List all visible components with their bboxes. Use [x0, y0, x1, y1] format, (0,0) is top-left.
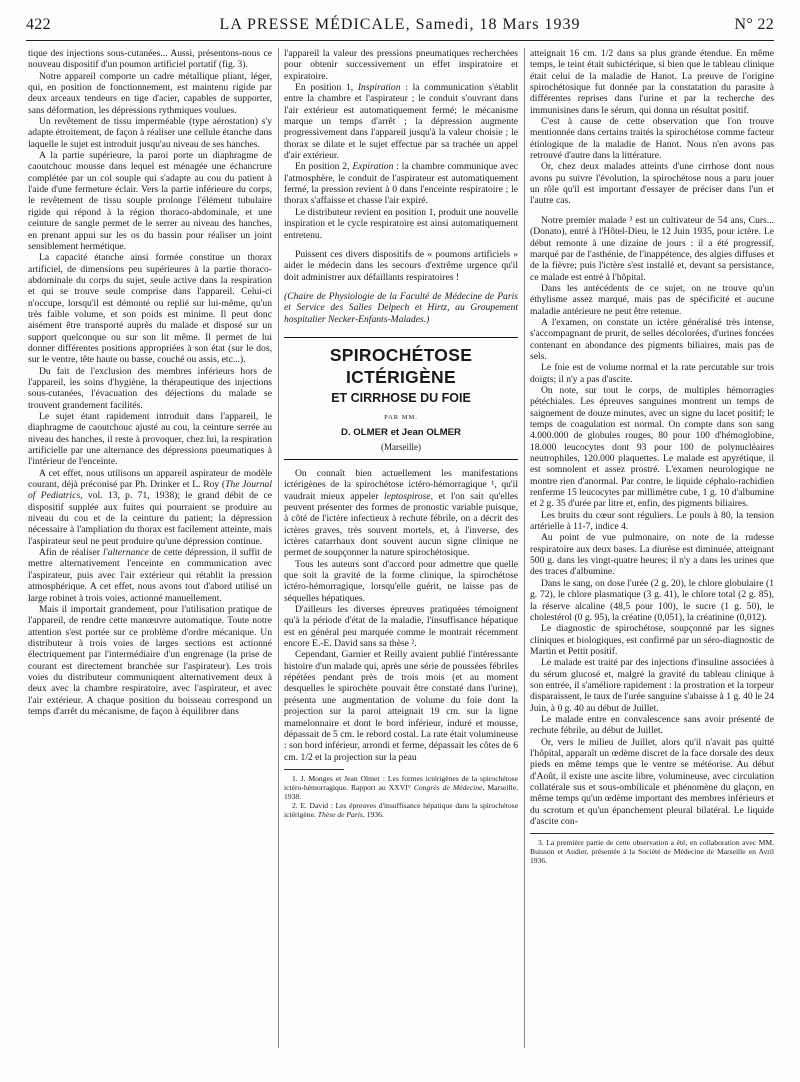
page-header [26, 14, 774, 40]
paragraph: Tous les auteurs sont d'accord pour admettre que quelle que soit la gravité de la forme clinique, la spirochétose ictéro-hémorragique, lorsqu'elle guérit, ne laisse pas de séquelles hépatiques. [284, 558, 518, 604]
text-run: En position 1, [295, 82, 358, 94]
paragraph: Au point de vue pulmonaire, on note de la rudesse respiratoire aux deux bases. La diurèse est diminuée, atteignant 500 g. dans les vingt-quatre heures; il n'y a dans les urines que des traces d'albumine. [530, 532, 774, 578]
issue-number: N° 22 [734, 16, 774, 33]
header-rule [26, 40, 774, 41]
paragraph: A l'examen, on constate un ictère généralisé très intense, s'accompagnant de prurit, de selles décolorées, d'urines foncées contenant en abondance des pigments biliaires, mais pas de sels. [530, 316, 774, 362]
paragraph: atteignait 16 cm. 1/2 dans sa plus grande étendue. En même temps, le teint était subictérique, si bien que le tableau clinique était celui de la maladie de Hanot. La preuve de l'origine spirochétosique fut donnée par la constatation du parasite à différentes reprises dans l'urine et par la recherche des immunisines dans le sérum, qui donna un résultat positif. [530, 48, 774, 116]
text-run: , 1936. [362, 809, 384, 819]
author-city: (Marseille) [381, 441, 421, 452]
paragraph: Notre appareil comporte un cadre métallique pliant, léger, qui, en position de fonctionnement, est maintenu rigide par deux arceaux tendeurs en tige d'acier, capables de supporter, sans déformation, les dépressions rythmiques voulues. [28, 70, 272, 116]
paragraph [284, 82, 518, 161]
article-subtitle: ET CIRRHOSE DU FOIE [331, 390, 471, 405]
paragraph: Or, vers le milieu de Juillet, alors qu'il n'avait pas quitté l'hôpital, apparaît un œdème discret de la face dorsale des deux pieds en même temps que le ventre se météorise. Au début d'Août, il existe une ascite libre, volumineuse, avec circulation collatérale sus et sous-ombilicale et phénomène du glaçon, en même temps qu'un œdème important des membres inférieurs et du scrotum et qu'un épanchement pleural bilatéral. Le liquide d'ascite con- [530, 736, 774, 828]
column-divider [524, 48, 525, 1048]
emphasis: leptospirose [384, 490, 431, 502]
text-run: : la chambre communique avec l'atmosphère, le conduit de l'aspirateur est automatiquement fermé, la pression revient à 0 dans l'enceinte respiratoire ; le thorax s'affaisse et chasse l'air expiré. [284, 161, 518, 207]
text-run: 2. E. David : Les épreuves d'insuffisance hépatique dans la spirochétose ictérigène. [284, 800, 518, 819]
emphasis: Thèse de Paris [317, 809, 363, 819]
journal-citation: The Journal of Pediatrics [28, 479, 272, 502]
journal-name: LA PRESSE MÉDICALE [219, 16, 406, 33]
column-divider [278, 48, 279, 1048]
footnote-rule [530, 833, 774, 834]
text-run: En position 2, [295, 161, 353, 173]
spacer [530, 207, 774, 215]
paragraph: Du fait de l'exclusion des membres inférieurs hors de l'appareil, les soins d'hygiène, la thérapeutique des injections sous-cutanées, l'évacuation des déjections du malade se trouvent grandement facilités. [28, 365, 272, 411]
paragraph: tique des injections sous-cutanées... Aussi, présentons-nous ce nouveau dispositif d'un poumon artificiel portatif (fig. 3). [28, 48, 272, 71]
text-run: de cette dépression, il suffit de mettre alternativement l'enceinte en communication avec l'aspirateur, puis avec l'air extérieur qui rétablit la pression atmosphérique. A cet effet, nous avons tout d'abord utilisé un large robinet à trois voies, actionné manuellement. [28, 547, 272, 604]
paragraph: Le distributeur revient en position 1, produit une nouvelle inspiration et le cycle respiratoire est ainsi automatiquement entretenu. [284, 206, 518, 241]
text-run: , vol. 13, p. 71, 1938); le grand débit de ce dispositif supplée aux fuites qui pourraient se produire au niveau du cou et de la ceinture du patient; la dépression nécessaire à l'ampliation du thorax est facilement atteinte, mais l'aspirateur seul ne peut produire qu'une dépression continue. [28, 490, 272, 547]
paragraph [284, 468, 518, 559]
paragraph: Notre premier malade ³ est un cultivateur de 54 ans, Curs... (Donato), entré à l'Hôtel-Dieu, le 12 Juin 1935, pour ictère. Le début remonte à une dizaine de jours : il a été progressif, marqué par de l'asthénie, de l'inappétence, des algies diffuses et de la fièvre; puis l'ictère s'est installé et, devant sa persistance, ce malade est entré à l'hôpital. [530, 214, 774, 283]
footnote-rule [284, 769, 344, 770]
text-run: , Marseille, 1938. [284, 782, 518, 801]
paragraph: Les bruits du cœur sont réguliers. Le pouls à 80, la tension artérielle à 11-7, indice 4. [530, 509, 774, 533]
issue-date: , Samedi, 18 Mars 1939 [405, 16, 581, 33]
article-title: SPIROCHÉTOSE ICTÉRIGÈNE [329, 344, 473, 387]
emphasis: Expiration [352, 161, 394, 173]
paragraph: l'appareil la valeur des pressions pneumatiques recherchées pour obtenir successivement un effet inspiratoire et expiratoire. [284, 48, 518, 82]
paragraph: Le foie est de volume normal et la rate percutable sur trois doigts; il n'y a pas d'ascite. [530, 362, 774, 385]
emphasis: Inspiration [357, 82, 401, 94]
paragraph: Le sujet étant rapidement introduit dans l'appareil, le diaphragme de caoutchouc ajusté au cou, la ceinture serrée au niveau des hanches, il reste à provoquer, chez lui, la respiration artificielle par une alternance des dépressions pneumatiques à l'intérieur de l'enceinte. [28, 411, 272, 468]
paragraph [28, 468, 272, 547]
footnote: 3. La première partie de cette observation a été, en collaboration avec MM. Buisson et Audier, présentée à la Société de Médecine de Marseille en Avril 1936. [530, 838, 774, 866]
column-3 [530, 48, 774, 865]
paragraph: Or, chez deux malades atteints d'une cirrhose dont nous avons pu suivre l'évolution, la spirochétose nous a paru jouer un rôle qu'il est important d'essayer de préciser dans l'un et l'autre cas. [530, 161, 774, 207]
paragraph: Le malade est traité par des injections d'insuline associées à du sérum glucosé et, malgré la gravité du tableau clinique à son entrée, il s'améliore rapidement : la prostration et la torpeur disparaissent, le taux de l'urée sanguine s'abaisse à 1 g. 40 le 24 Juin, à 0 g. 40 au début de Juillet. [530, 657, 774, 714]
paragraph: Dans le sang, on dose l'urée (2 g. 20), le chlore globulaire (1 g. 72), le chlore plasmatique (3 g. 41), le chlore total (2 g. 85), la réserve alcaline (48,5 pour 100), le sucre (1 g. 50), le cholestérol (0 g. 95), la créatine (0,051), la créatinine (0,012). [530, 577, 774, 623]
affiliation: (Chaire de Physiologie de la Faculté de Médecine de Paris et Service des Salles Delpech et Hirtz, au Groupement hospitalier Necker-Enfants-Malades.) [284, 290, 518, 325]
column-1 [28, 48, 272, 717]
footnote [284, 774, 518, 801]
paragraph: On note, sur tout le corps, de multiples hémorragies pétéchiales. Les épreuves sanguines montrent un temps de saignement de douze minutes, avec un signe du lacet positif; le temps de coagulation est normal. On compte dans son sang 4.000.000 de globules rouges, 80 pour 100 d'hémoglobine, 18.000 leucocytes dont 93 pour 100 de polynucléaires neutrophiles, 120.000 plaquettes. Le malade est apyrétique, il est somnolent et assez prostré. L'examen neurologique ne montre rien d'anormal. Par contre, le liquide céphalo-rachidien renferme 15 leucocytes par millimètre cube, 1 g. 10 d'albumine et 2 g. 35 d'urée par litre et, enfin, des pigments biliaires. [530, 384, 774, 510]
paragraph [28, 547, 272, 604]
byline-prefix: PAR MM. [384, 413, 418, 421]
running-title [26, 16, 774, 34]
text-run: : la communication s'établit entre la chambre et l'aspirateur ; le conduit s'ouvrant dans l'air extérieur est automatiquement fermé; le mécanisme marque un temps d'arrêt ; la dépression augmente progressivement dans l'appareil jusqu'à la valeur choisie ; le thorax se dilate et le sujet effectue par sa trachée un appel d'air extérieur. [284, 82, 518, 162]
paragraph: Dans les antécédents de ce sujet, on ne trouve qu'un éthylisme assez marqué, mais pas de spécificité et aucune maladie antérieure ne peut être retenue. [530, 282, 774, 317]
page-number: 422 [26, 16, 51, 33]
paragraph: A la partie supérieure, la paroi porte un diaphragme de caoutchouc mousse dans lequel est ménagée une échancrure complétée par un col souple qui s'adapte au cou du patient à l'aide d'une fermeture éclair. Vers la partie inférieure du corps, le revêtement de tissu souple prolonge l'élément tubulaire rigide qui répond à la région thoraco-abdominale, et une ceinture de sangle permet de le serrer au niveau des hanches, en prenant appui sur les os du bassin pour réaliser un joint sensiblement hermétique. [28, 150, 272, 252]
footnote [284, 801, 518, 819]
emphasis: l'alternance [102, 547, 149, 559]
text-run: On connaît bien actuellement les manifestations ictérigènes de la spirochétose ictéro-hémorragique ¹, qu'il vaudrait mieux appeler [284, 467, 518, 502]
paragraph: Puissent ces divers dispositifs de « poumons artificiels » aider le médecin dans les secours d'extrême urgence qu'il doit administrer aux défaillants respiratoires ! [284, 248, 518, 283]
paragraph: Le malade entre en convalescence sans avoir présenté de rechute fébrile, au début de Juillet. [530, 713, 774, 737]
text-run: Afin de réaliser [39, 547, 103, 559]
paragraph: Le diagnostic de spirochétose, soupçonné par les signes cliniques et biologiques, est confirmé par un séro-diagnostic de Martin et Pettit positif. [530, 623, 774, 657]
article-authors: D. OLMER et Jean OLMER [341, 427, 461, 439]
text-run: 1. J. Monges et Jean Olmer : Les formes ictérigènes de la spirochétose ictéro-hémorragique. Rapport au XXVI° [284, 773, 518, 792]
text-run: A cet effet, nous utilisons un appareil aspirateur de modèle courant, déjà préconisé par Ph. Drinker et L. Roy ( [28, 467, 272, 491]
paragraph: Un revêtement de tissu imperméable (type aérostation) s'y adapte étroitement, de façon à réaliser une cellule étanche dans laquelle le sujet est introduit jusqu'au niveau de ses hanches. [28, 116, 272, 150]
column-2 [284, 48, 518, 819]
paragraph: Cependant, Garnier et Reilly avaient publié l'intéressante histoire d'un malade qui, après une série de poussées fébriles répétées pendant près de trois mois (et au moment desquelles le spirochète pouvait être constaté dans l'urine), présenta une augmentation de volume du foie dont la projection sur la paroi atteignait 19 cm. sur la ligne mamelonnaire et dont le bord inférieur, induré et mousse, dépassait de 5 cm. le rebord costal. La rate était volumineuse : son bord inférieur, arrondi et ferme, dépassait les côtes de 6 cm. 1/2 et la projection sur la peau [284, 649, 518, 763]
paragraph: Mais il importait grandement, pour l'utilisation pratique de l'appareil, de rendre cette manœuvre automatique. Toute notre attention s'est portée sur ce problème d'ordre mécanique. Un distributeur à trois voies de larges sections est actionné électriquement par l'intermédiaire d'un engrenage (la prise de courant est directement branchée sur l'aspirateur). Les trois voies du distributeur communiquent alternativement deux à deux avec la chambre respiratoire, avec l'aspirateur, et avec l'air extérieur. A chaque position du boisseau correspond un temps d'arrêt du mécanisme, de façon à équilibrer dans [28, 603, 272, 717]
text-run: , et l'on sait qu'elles peuvent présenter des formes de pronostic variable puisque, à côté de l'ictère infectieux à rechute fébrile, on a décrit des ictères graves, très souvent mortels, et, à l'inverse, des ictères catarrhaux dont souvent aucun signe clinique ne permet de soupçonner la nature spirochétosique. [284, 490, 518, 559]
spacer [284, 460, 518, 468]
emphasis: Congrès de Médecine [413, 782, 483, 792]
paragraph: C'est à cause de cette observation que l'on trouve mentionnée dans certains traités la spirochétose comme facteur étiologique de la maladie de Hanot. Nous n'en avons pas retrouvé d'autre dans la littérature. [530, 116, 774, 162]
spacer [284, 241, 518, 249]
paragraph: D'ailleurs les diverses épreuves pratiquées témoignent qu'à la période d'état de la maladie, l'insuffisance hépatique est en général peu marquée comme le montrait récemment encore E.-E. David sans sa thèse ². [284, 604, 518, 650]
paragraph: La capacité étanche ainsi formée constitue un thorax artificiel, de dimensions peu supérieures à la partie thoraco-abdominale du corps du sujet, seule active dans la respiration et qui se trouve seule comprise dans l'appareil. Celui-ci n'occupe, lorsqu'il est démonté ou replié sur lui-même, qu'un très faible volume, et son poids est minime. Il peut donc aisément être transporté auprès du malade et disposé sur un support quelconque ou sur son lit même. Il permet de lui donner différentes positions appropriées à son état (sur le dos, sur le ventre, tête haute ou basse, couché ou assis, etc...). [28, 252, 272, 366]
article-title-block [284, 337, 518, 460]
paragraph [284, 161, 518, 206]
